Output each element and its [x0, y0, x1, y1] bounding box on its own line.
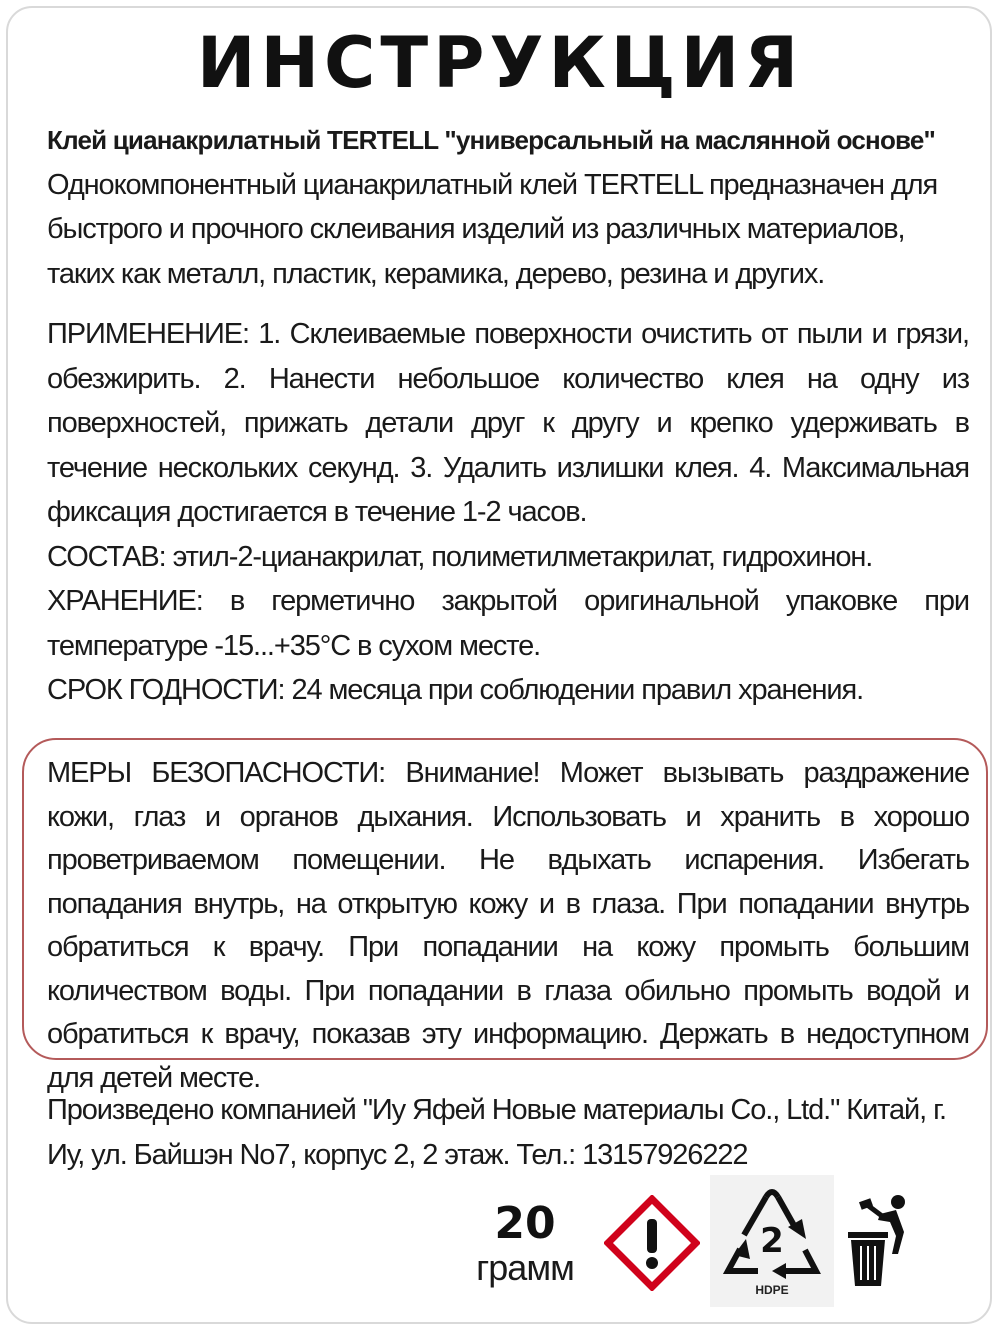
instructions-block: [47, 312, 969, 713]
recycle-label: HDPE: [755, 1283, 789, 1297]
page-title: ИНСТРУКЦИЯ: [196, 22, 804, 104]
manufacturer-info: Произведено компанией "Иу Яфей Новые материалы Co., Ltd." Китай, г. Иу, ул. Байшэн No7, корпус 2, 2 этаж. Тел.: 13157926222: [47, 1094, 946, 1171]
weight-unit: грамм: [476, 1247, 574, 1288]
composition-paragraph: СОСТАВ: этил-2-цианакрилат, полиметилметакрилат, гидрохинон.: [47, 540, 873, 573]
product-intro: [47, 118, 969, 296]
net-weight: [470, 1200, 580, 1288]
product-name: Клей цианакрилатный TERTELL "универсальный на маслянной основе": [47, 125, 936, 155]
usage-paragraph: ПРИМЕНЕНИЕ: 1. Склеиваемые поверхности очистить от пыли и грязи, обезжирить. 2. Нанести небольшое количество клея на одну из поверхностей, прижать детали друг к другу и крепко удерживать в течение нескольких секунд. 3. Удалить излишки клея. 4. Максимальная фиксация достигается в течение 1-2 часов.: [47, 318, 969, 528]
trash-bin-icon: [842, 1192, 922, 1292]
weight-value: 20: [494, 1198, 556, 1249]
exclamation-hazard-icon: [604, 1195, 700, 1291]
storage-paragraph: ХРАНЕНИЕ: в герметично закрытой оригинальной упаковке при температуре -15...+35°С в сухом месте.: [47, 585, 969, 662]
safety-paragraph: МЕРЫ БЕЗОПАСНОСТИ: Внимание! Может вызывать раздражение кожи, глаз и органов дыхания. Использовать и хранить в хорошо проветриваемом помещении. Не вдыхать испарения. Избегать попадания внутрь, на открытую кожу и в глаза. При попадании внутрь обратиться к врачу. При попадании на кожу промыть большим количеством воды. При попадании в глаза обильно промыть водой и обратиться к врачу, показав эту информацию. Держать в недоступном для детей месте.: [47, 757, 969, 1094]
shelf-life-paragraph: СРОК ГОДНОСТИ: 24 месяца при соблюдении правил хранения.: [47, 674, 864, 706]
product-description: Однокомпонентный цианакрилатный клей TERTELL предназначен для быстрого и прочного склеивания изделий из различных материалов, таких как металл, пластик, керамика, дерево, резина и других.: [47, 168, 938, 290]
recycle-code: 2: [760, 1221, 784, 1261]
recycle-hdpe-icon: [710, 1175, 834, 1307]
